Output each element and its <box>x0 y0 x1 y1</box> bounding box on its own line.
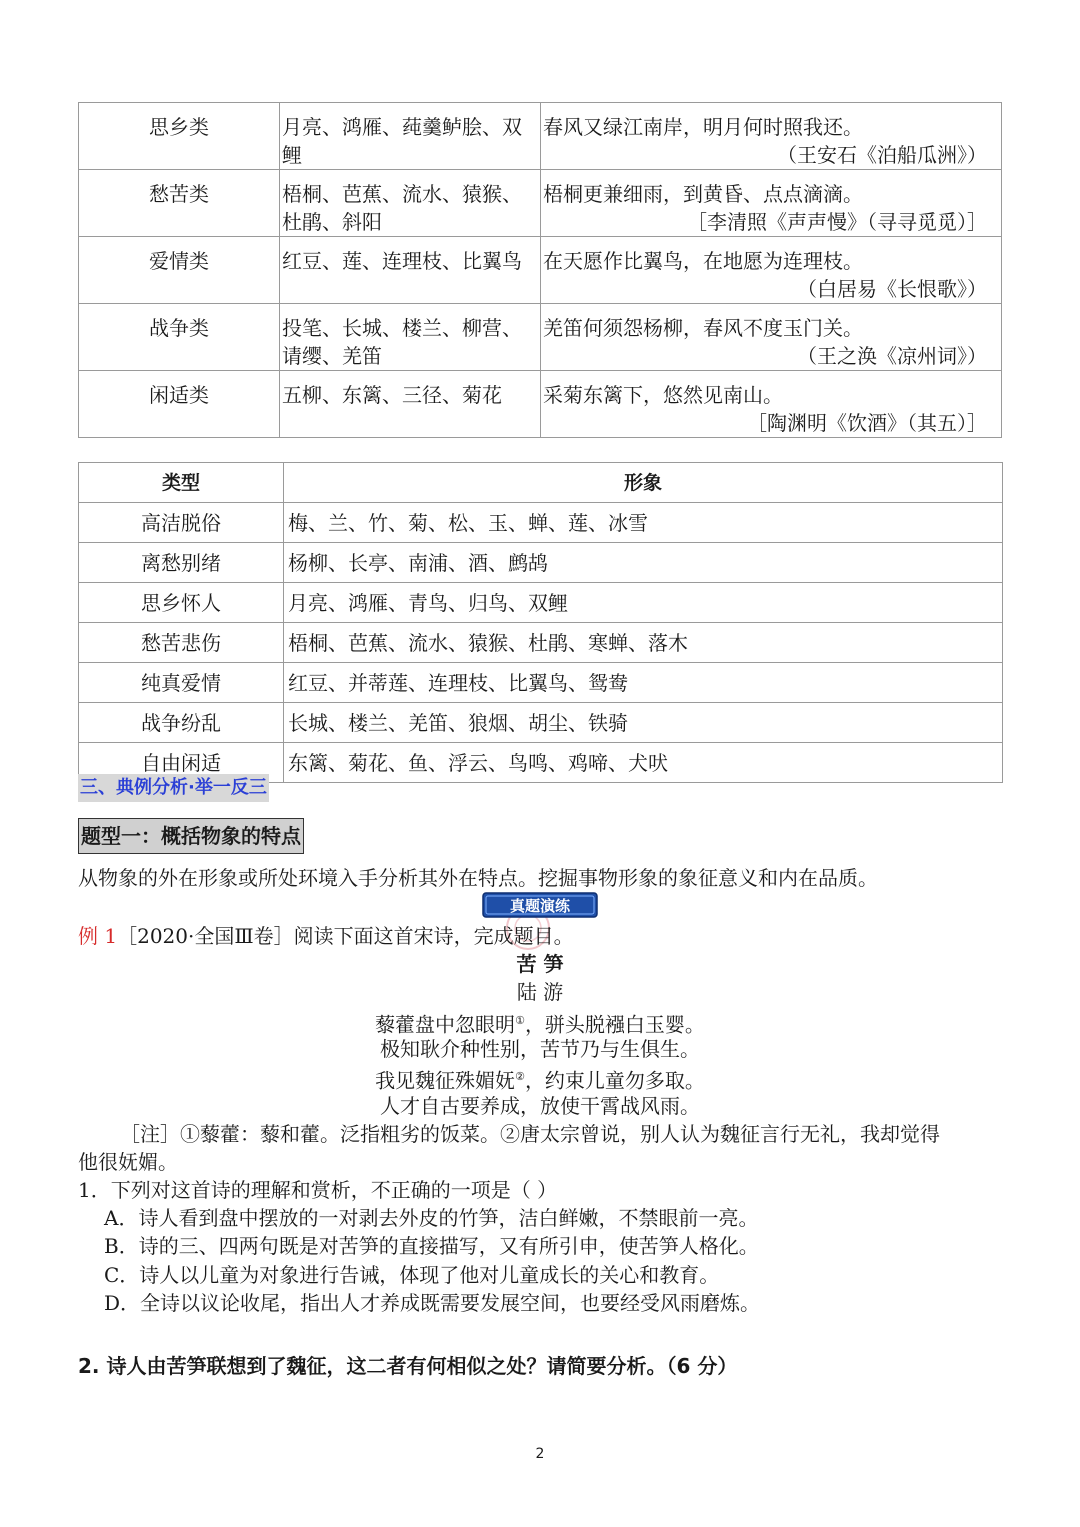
poem-text: ，约束儿童勿多取。 <box>524 1068 705 1093</box>
footnote-text: ［注］①藜藿：藜和藿。泛指粗劣的饭菜。②唐太宗曾说，别人认为魏征言行无礼，我却觉得 <box>120 1122 940 1146</box>
table-row <box>79 583 1003 623</box>
images-line: 投笔、长城、楼兰、柳营、 <box>282 316 522 340</box>
images-cell <box>280 304 541 371</box>
type-cell: 离愁别绪 <box>79 543 284 583</box>
table-row <box>79 304 1002 371</box>
example-line <box>78 922 574 950</box>
question-2: 2. 诗人由苦笋联想到了魏征，这二者有何相似之处？请简要分析。（6 分） <box>78 1354 738 1378</box>
images-line: 鲤 <box>282 143 302 167</box>
table-row <box>79 371 1002 438</box>
table-row <box>79 503 1003 543</box>
question-type-heading: 题型一：概括物象的特点 <box>78 818 304 854</box>
imagery-cell: 红豆、并蒂莲、连理枝、比翼鸟、鸳鸯 <box>284 663 1003 703</box>
imagery-cell: 梅、兰、竹、菊、松、玉、蝉、莲、冰雪 <box>284 503 1003 543</box>
poem-author: 陆 游 <box>516 980 564 1004</box>
poem-line-2: 极知耿介种性别，苦节乃与生俱生。 <box>380 1037 700 1061</box>
poem-source: （王之涣《凉州词》） <box>797 344 987 368</box>
poem-source: （白居易《长恨歌》） <box>797 277 987 301</box>
poem-text: 藜藿盘中忽眼明 <box>375 1012 516 1037</box>
category-cell: 战争类 <box>79 304 280 371</box>
type-cell: 自由闲适 <box>79 743 284 783</box>
category-cell: 闲适类 <box>79 371 280 438</box>
poem-line: 羌笛何须怨杨柳，春风不度玉门关。 <box>543 316 863 340</box>
poem-source: ［李清照《声声慢》（寻寻觅觅）］ <box>687 210 987 234</box>
poem-cell <box>541 371 1002 438</box>
table-row <box>79 170 1002 237</box>
images-line: 请缨、羌笛 <box>282 344 382 368</box>
poem-line: 梧桐更兼细雨，到黄昏、点点滴滴。 <box>543 182 863 206</box>
imagery-cell: 长城、楼兰、羌笛、狼烟、胡尘、铁骑 <box>284 703 1003 743</box>
column-header: 类型 <box>79 463 284 503</box>
images-line: 月亮、鸿雁、莼羹鲈脍、双 <box>282 115 522 139</box>
footnote-mark: ② <box>515 1070 525 1083</box>
type-cell: 高洁脱俗 <box>79 503 284 543</box>
footnote-mark: ① <box>515 1014 525 1027</box>
images-cell <box>280 237 541 304</box>
table-header-row <box>79 463 1003 503</box>
images-line: 五柳、东篱、三径、菊花 <box>282 383 502 407</box>
table-row <box>79 663 1003 703</box>
poem-text: 我见魏征殊媚妩 <box>375 1068 516 1093</box>
type-cell: 愁苦悲伤 <box>79 623 284 663</box>
table-row <box>79 237 1002 304</box>
category-cell: 愁苦类 <box>79 170 280 237</box>
stamp-label: 真题演练 <box>509 897 571 915</box>
images-line: 红豆、莲、连理枝、比翼鸟 <box>282 249 522 273</box>
poem-line-3 <box>0 1063 1080 1095</box>
images-cell <box>280 170 541 237</box>
images-cell <box>280 103 541 170</box>
practice-stamp-icon <box>482 892 598 918</box>
type-cell: 战争纷乱 <box>79 703 284 743</box>
poem-cell <box>541 103 1002 170</box>
category-cell: 爱情类 <box>79 237 280 304</box>
example-label: 例 1 <box>78 924 118 948</box>
poem-line-1 <box>0 1007 1080 1039</box>
table-row <box>79 623 1003 663</box>
imagery-cell: 月亮、鸿雁、青鸟、归鸟、双鲤 <box>284 583 1003 623</box>
poem-line: 在天愿作比翼鸟，在地愿为连理枝。 <box>543 249 863 273</box>
images-line: 梧桐、芭蕉、流水、猿猴、 <box>282 182 522 206</box>
poem-cell <box>541 170 1002 237</box>
type-cell: 纯真爱情 <box>79 663 284 703</box>
poem-title: 苦 笋 <box>516 952 564 976</box>
intro-text: 从物象的外在形象或所处环境入手分析其外在特点。挖掘事物形象的象征意义和内在品质。 <box>78 866 878 890</box>
category-cell: 思乡类 <box>79 103 280 170</box>
option-c: C．诗人以儿童为对象进行告诫，体现了他对儿童成长的关心和教育。 <box>104 1263 720 1287</box>
imagery-cell: 杨柳、长亭、南浦、酒、鹧鸪 <box>284 543 1003 583</box>
imagery-type-table <box>78 462 1003 783</box>
page-number: 2 <box>535 1446 545 1462</box>
poem-source: ［陶渊明《饮酒》（其五）］ <box>747 411 987 435</box>
option-d: D．全诗以议论收尾，指出人才养成既需要发展空间，也要经受风雨磨炼。 <box>104 1291 761 1315</box>
poem-line: 采菊东篱下，悠然见南山。 <box>543 383 783 407</box>
poem-line-4: 人才自古要养成，放使干霄战风雨。 <box>380 1094 700 1118</box>
images-cell <box>280 371 541 438</box>
imagery-cell: 东篱、菊花、鱼、浮云、鸟鸣、鸡啼、犬吠 <box>284 743 1003 783</box>
poem-cell <box>541 304 1002 371</box>
option-a: A．诗人看到盘中摆放的一对剥去外皮的竹笋，洁白鲜嫩，不禁眼前一亮。 <box>104 1206 759 1230</box>
poem-text: ，骈头脱襁白玉婴。 <box>524 1012 705 1037</box>
option-b: B．诗的三、四两句既是对苦笋的直接描写，又有所引申，使苦笋人格化。 <box>104 1234 759 1258</box>
poem-source: （王安石《泊船瓜洲》） <box>777 143 987 167</box>
example-text: ［2020·全国Ⅲ卷］阅读下面这首宋诗，完成题目。 <box>117 924 574 948</box>
images-line: 杜鹃、斜阳 <box>282 210 382 234</box>
section-heading: 三、典例分析·举一反三 <box>78 774 269 802</box>
footnote-text-cont: 他很妩媚。 <box>78 1150 178 1174</box>
type-cell: 思乡怀人 <box>79 583 284 623</box>
poem-line: 春风又绿江南岸，明月何时照我还。 <box>543 115 863 139</box>
imagery-poem-table <box>78 102 1002 438</box>
column-header: 形象 <box>284 463 1003 503</box>
table-row <box>79 543 1003 583</box>
table-row <box>79 703 1003 743</box>
imagery-cell: 梧桐、芭蕉、流水、猿猴、杜鹃、寒蝉、落木 <box>284 623 1003 663</box>
question-1: 1．下列对这首诗的理解和赏析，不正确的一项是（ ） <box>78 1178 558 1202</box>
poem-cell <box>541 237 1002 304</box>
table-row <box>79 103 1002 170</box>
